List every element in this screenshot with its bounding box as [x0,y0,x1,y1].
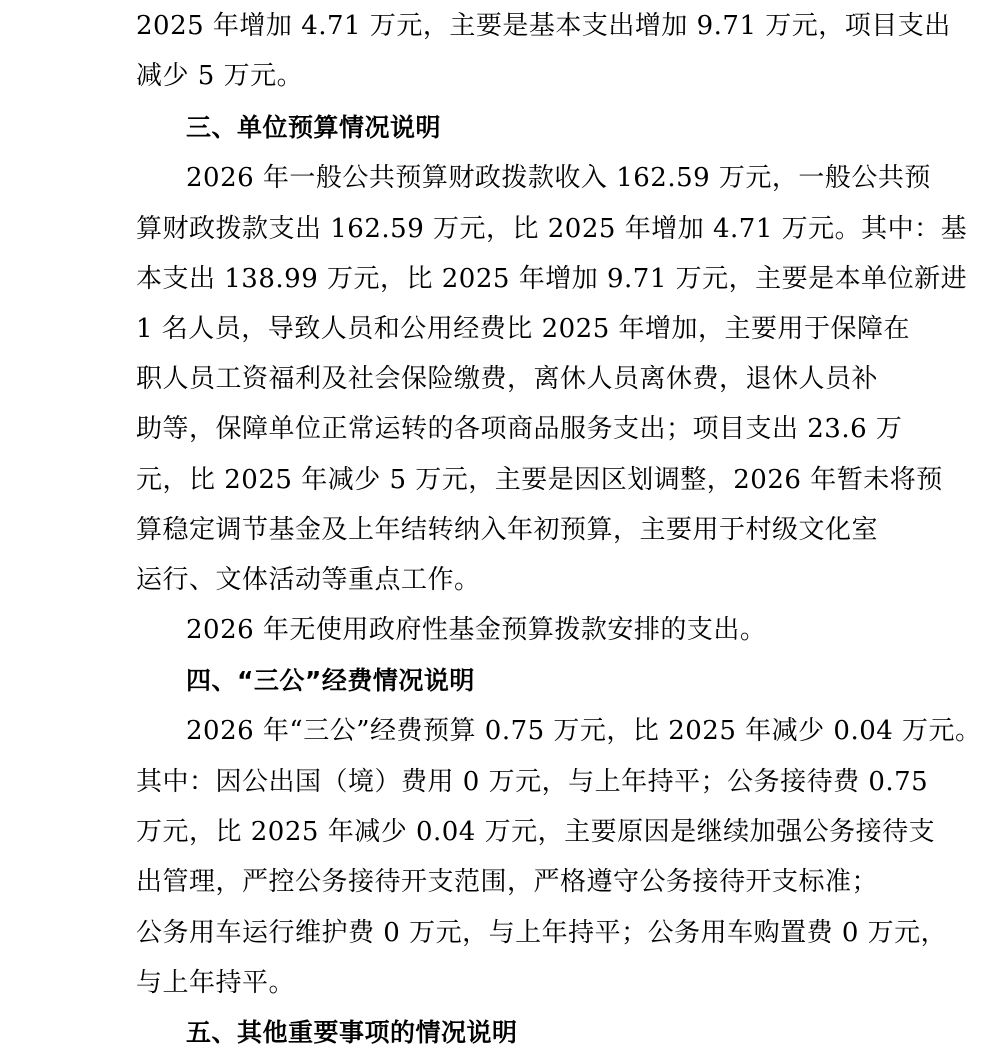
paragraph-line: 减少 5 万元。 [136,61,304,91]
paragraph-line: 算财政拨款支出 162.59 万元，比 2025 年增加 4.71 万元。其中：基 [136,214,968,244]
section-heading-5: 五、其他重要事项的情况说明 [186,1018,518,1047]
paragraph-line: 与上年持平。 [136,968,296,998]
paragraph-line: 本支出 138.99 万元，比 2025 年增加 9.71 万元，主要是本单位新进 [136,264,968,294]
paragraph-line: 出管理，严控公务接待开支范围，严格遵守公务接待开支标准； [136,867,879,897]
paragraph-line: 2026 年无使用政府性基金预算拨款安排的支出。 [186,615,767,645]
paragraph-line: 助等，保障单位正常运转的各项商品服务支出；项目支出 23.6 万 [136,414,903,444]
paragraph-line: 算稳定调节基金及上年结转纳入年初预算，主要用于村级文化室 [136,515,879,545]
paragraph-line: 1 名人员，导致人员和公用经费比 2025 年增加，主要用于保障在 [136,314,911,344]
section-heading-4: 四、“三公”经费情况说明 [186,666,475,695]
paragraph-line: 万元，比 2025 年减少 0.04 万元，主要原因是继续加强公务接待支 [136,817,936,847]
paragraph-line: 其中：因公出国（境）费用 0 万元，与上年持平；公务接待费 0.75 [136,767,929,797]
paragraph-line: 2025 年增加 4.71 万元，主要是基本支出增加 9.71 万元，项目支出 [136,11,951,41]
paragraph-line: 元，比 2025 年减少 5 万元，主要是因区划调整，2026 年暂未将预 [136,465,943,495]
section-heading-3: 三、单位预算情况说明 [186,113,442,142]
paragraph-line: 职人员工资福利及社会保险缴费，离休人员离休费，退休人员补 [136,364,879,394]
paragraph-line: 2026 年“三公”经费预算 0.75 万元，比 2025 年减少 0.04 万元。 [186,716,982,746]
paragraph-line: 2026 年一般公共预算财政拨款收入 162.59 万元，一般公共预 [186,163,931,193]
paragraph-line: 运行、文体活动等重点工作。 [136,565,481,595]
paragraph-line: 公务用车运行维护费 0 万元，与上年持平；公务用车购置费 0 万元， [136,918,948,948]
